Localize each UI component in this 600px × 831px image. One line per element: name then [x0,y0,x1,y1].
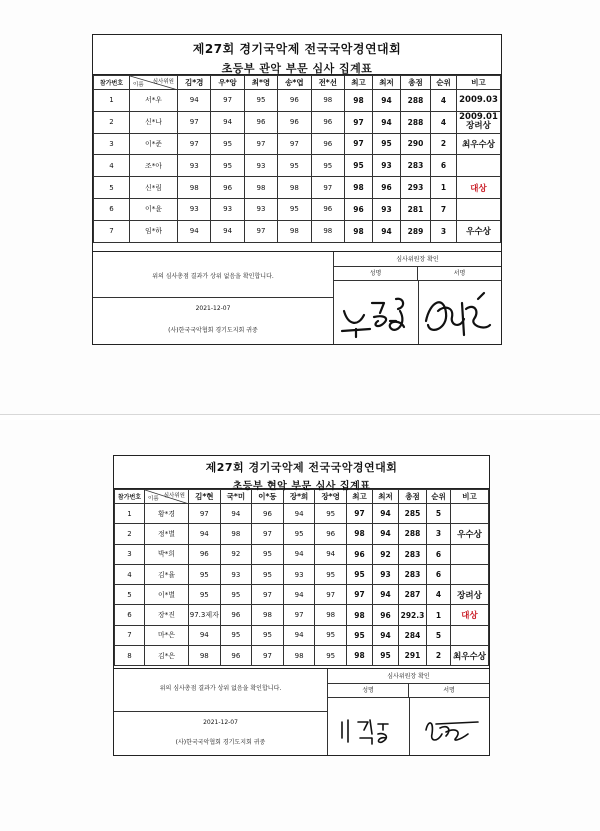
judge-score-cell: 95 [252,544,284,564]
judge-score-cell: 93 [244,198,277,220]
judge-score-cell: 96 [252,504,284,524]
sheet-title-block [93,35,501,75]
judge-score-cell: 96 [220,605,252,625]
table-row [115,564,489,584]
judge-score-cell: 96 [311,111,344,133]
total-score-cell: 285 [399,504,427,524]
high-score-cell: 96 [345,198,373,220]
rank-cell: 5 [427,504,451,524]
rank-cell: 3 [431,220,457,242]
entry-number-cell: 2 [115,524,145,544]
judge-score-cell: 95 [220,625,252,645]
judge-score-cell: 95 [283,524,315,544]
judge-score-cell: 94 [283,625,315,645]
remark-cell: 우수상 [457,220,501,242]
high-score-cell: 98 [347,646,373,666]
table-row [94,155,501,177]
contestant-name-cell: 이*준 [130,133,178,155]
score-table [114,489,489,666]
judge-score-cell: 95 [315,564,347,584]
remark-cell: 최우수상 [451,646,489,666]
remark-cell: 장려상 [451,585,489,605]
name-label: 성명 [362,687,374,694]
judge-score-cell: 96 [278,111,311,133]
footer-confirmation [93,252,334,344]
table-row [115,585,489,605]
header-entry-number: 참가번호 [115,490,145,504]
judge-score-cell: 95 [278,198,311,220]
high-score-cell: 98 [347,605,373,625]
low-score-cell: 96 [373,177,401,199]
total-score-cell: 288 [401,90,431,112]
header-judge-name-corner [130,76,178,90]
judge-score-cell: 95 [189,585,221,605]
header-judge: 우*앙 [211,76,244,90]
rank-cell: 6 [431,155,457,177]
sheet-title: 제27회 경기국악제 전국국악경연대회 [192,42,402,56]
low-score-cell: 94 [373,585,399,605]
low-score-cell: 94 [373,220,401,242]
low-score-cell: 94 [373,504,399,524]
low-score-cell: 93 [373,155,401,177]
signature-area [328,698,489,755]
header-judge: 장*희 [283,490,315,504]
judge-score-cell: 98 [278,177,311,199]
contestant-name-cell: 조*아 [130,155,178,177]
rank-cell: 1 [431,177,457,199]
remark-cell: 2009.01 장려상 [457,111,501,133]
corner-label-name: 이름 [148,496,159,502]
judge-score-cell: 93 [178,155,211,177]
judge-score-cell: 97 [283,605,315,625]
entry-number-cell: 3 [115,544,145,564]
judge-score-cell: 93 [211,198,244,220]
handwritten-signature [328,698,490,756]
header-judge: 김*현 [189,490,221,504]
judge-score-cell: 94 [283,544,315,564]
judge-score-cell: 96 [189,544,221,564]
judge-score-cell: 98 [315,605,347,625]
judge-score-cell: 94 [220,504,252,524]
low-score-cell: 96 [373,605,399,625]
total-score-cell: 289 [401,220,431,242]
organization-text: (사)한국국악협회 경기도지회 귀중 [175,739,266,746]
high-score-cell: 98 [345,220,373,242]
date-text: 2021-12-07 [114,711,327,726]
table-row [115,504,489,524]
header-judge: 전*선 [311,76,344,90]
judge-score-cell: 98 [220,524,252,544]
header-low: 최저 [373,76,401,90]
judge-score-cell: 96 [311,133,344,155]
table-header-row [94,76,501,90]
judge-score-cell: 96 [278,90,311,112]
judge-score-cell: 98 [252,605,284,625]
judge-score-cell: 96 [315,524,347,544]
rank-cell: 3 [427,524,451,544]
judge-score-cell: 96 [244,111,277,133]
corner-label-name: 이름 [133,82,144,88]
header-judge: 송*엽 [278,76,311,90]
judge-score-cell: 95 [220,585,252,605]
low-score-cell: 92 [373,544,399,564]
judge-score-cell: 97 [178,111,211,133]
entry-number-cell: 6 [115,605,145,625]
name-label: 성명 [369,270,382,277]
table-row [115,625,489,645]
judge-score-cell: 95 [315,504,347,524]
rank-cell: 4 [431,90,457,112]
header-judge: 김*경 [178,76,211,90]
judge-score-cell: 93 [220,564,252,584]
contestant-name-cell: 이*별 [145,585,189,605]
contestant-name-cell: 마*은 [145,625,189,645]
high-score-cell: 98 [347,524,373,544]
low-score-cell: 94 [373,625,399,645]
rank-cell: 2 [431,133,457,155]
judge-score-cell: 95 [244,90,277,112]
judge-score-cell: 94 [283,585,315,605]
judge-score-cell: 97 [311,177,344,199]
score-sheet-string [113,455,490,756]
high-score-cell: 98 [345,90,373,112]
rank-cell: 6 [427,564,451,584]
table-row [115,646,489,666]
judge-score-cell: 97 [189,504,221,524]
judge-chief-columns [328,684,489,698]
entry-number-cell: 7 [115,625,145,645]
footer-judge-chief [328,669,489,755]
judge-score-cell: 94 [189,524,221,544]
low-score-cell: 95 [373,646,399,666]
judge-score-cell: 95 [278,155,311,177]
header-judge: 국*미 [220,490,252,504]
judge-score-cell: 97 [278,133,311,155]
total-score-cell: 283 [399,564,427,584]
judge-score-cell: 94 [211,111,244,133]
total-score-cell: 284 [399,625,427,645]
entry-number-cell: 7 [94,220,130,242]
remark-cell: 대상 [451,605,489,625]
judge-score-cell: 96 [311,198,344,220]
contestant-name-cell: 신*림 [130,177,178,199]
low-score-cell: 94 [373,111,401,133]
remark-cell [457,155,501,177]
table-row [94,111,501,133]
rank-cell: 4 [427,585,451,605]
judge-chief-columns [334,267,501,281]
confirmation-text: 위의 심사총점 결과가 상위 없음을 확인합니다. [159,685,282,692]
remark-cell: 2009.03 [457,90,501,112]
contestant-name-cell: 서*우 [130,90,178,112]
table-row [115,524,489,544]
header-judge: 이*동 [252,490,284,504]
remark-cell [457,198,501,220]
judge-score-cell: 94 [189,625,221,645]
header-judge-name-corner [145,490,189,504]
judge-score-cell: 98 [283,646,315,666]
sheet-title: 제27회 경기국악제 전국국악경연대회 [205,461,398,474]
remark-cell [451,504,489,524]
header-note: 비고 [457,76,501,90]
rank-cell: 5 [427,625,451,645]
judge-score-cell: 95 [252,564,284,584]
low-score-cell: 95 [373,133,401,155]
judge-score-cell: 97 [252,585,284,605]
entry-number-cell: 3 [94,133,130,155]
total-score-cell: 283 [399,544,427,564]
confirmation-text: 위의 심사총점 결과가 상위 없음을 확인합니다. [152,273,274,280]
contestant-name-cell: 장*진 [145,605,189,625]
total-score-cell: 290 [401,133,431,155]
judge-score-cell: 96 [211,177,244,199]
table-row [94,177,501,199]
judge-score-cell: 93 [283,564,315,584]
entry-number-cell: 5 [115,585,145,605]
judge-score-cell: 97 [211,90,244,112]
judge-score-cell: 95 [311,155,344,177]
table-row [94,220,501,242]
sheet-subtitle: 초등부 관악 부문 심사 집계표 [221,62,373,75]
judge-score-cell: 97 [315,585,347,605]
remark-cell: 우수상 [451,524,489,544]
high-score-cell: 96 [347,544,373,564]
judge-chief-label: 심사위원장 확인 [334,252,501,267]
judge-score-cell: 97 [252,646,284,666]
high-score-cell: 95 [347,564,373,584]
remark-cell [451,625,489,645]
rank-cell: 1 [427,605,451,625]
high-score-cell: 97 [345,111,373,133]
header-low: 최저 [373,490,399,504]
high-score-cell: 95 [347,625,373,645]
judge-score-cell: 92 [220,544,252,564]
remark-cell [451,544,489,564]
judge-score-cell: 96 [220,646,252,666]
header-judge: 최*영 [244,76,277,90]
sheet-footer [114,668,489,755]
scan-page-top [0,0,600,415]
judge-score-cell: 98 [278,220,311,242]
contestant-name-cell: 황*경 [145,504,189,524]
total-score-cell: 291 [399,646,427,666]
rank-cell: 4 [431,111,457,133]
judge-score-cell: 95 [315,646,347,666]
entry-number-cell: 6 [94,198,130,220]
rank-cell: 2 [427,646,451,666]
contestant-name-cell: 정*별 [145,524,189,544]
table-row [94,133,501,155]
entry-number-cell: 1 [94,90,130,112]
contestant-name-cell: 신*나 [130,111,178,133]
header-note: 비고 [451,490,489,504]
high-score-cell: 95 [345,155,373,177]
contestant-name-cell: 김*율 [145,564,189,584]
contestant-name-cell: 이*윤 [130,198,178,220]
header-high: 최고 [347,490,373,504]
judge-score-cell: 95 [252,625,284,645]
judge-score-cell: 94 [315,544,347,564]
entry-number-cell: 4 [115,564,145,584]
rank-cell: 7 [431,198,457,220]
entry-number-cell: 2 [94,111,130,133]
organization-text: (사)한국국악협회 경기도지회 귀중 [168,327,258,334]
table-header-row [115,490,489,504]
judge-score-cell: 98 [189,646,221,666]
header-judge: 장*영 [315,490,347,504]
rank-cell: 6 [427,544,451,564]
judge-score-cell: 97 [244,220,277,242]
high-score-cell: 97 [345,133,373,155]
corner-label-judges: 심사위원 [152,79,174,85]
low-score-cell: 94 [373,90,401,112]
sheet-footer [93,251,501,344]
low-score-cell: 94 [373,524,399,544]
judge-score-cell: 97.3제자 [189,605,221,625]
corner-label-judges: 심사위원 [163,493,185,499]
judge-score-cell: 94 [178,220,211,242]
total-score-cell: 281 [401,198,431,220]
contestant-name-cell: 김*은 [145,646,189,666]
low-score-cell: 93 [373,564,399,584]
table-row [94,90,501,112]
judge-score-cell: 95 [315,625,347,645]
contestant-name-cell: 박*희 [145,544,189,564]
judge-score-cell: 97 [244,133,277,155]
sheet-title-block [114,456,489,492]
header-high: 최고 [345,76,373,90]
judge-score-cell: 97 [178,133,211,155]
judge-score-cell: 97 [252,524,284,544]
entry-number-cell: 1 [115,504,145,524]
score-table [93,75,501,243]
signature-label: 서명 [408,684,489,697]
header-total: 총점 [399,490,427,504]
total-score-cell: 283 [401,155,431,177]
low-score-cell: 93 [373,198,401,220]
entry-number-cell: 4 [94,155,130,177]
high-score-cell: 97 [347,504,373,524]
table-row [115,605,489,625]
sheet-subtitle: 초등부 현악 부문 심사 집계표 [232,481,371,492]
judge-score-cell: 93 [244,155,277,177]
remark-cell [451,564,489,584]
judge-score-cell: 95 [211,155,244,177]
judge-score-cell: 98 [178,177,211,199]
high-score-cell: 98 [345,177,373,199]
judge-score-cell: 98 [244,177,277,199]
total-score-cell: 293 [401,177,431,199]
judge-chief-label: 심사위원장 확인 [328,669,489,684]
entry-number-cell: 5 [94,177,130,199]
signature-label: 서명 [417,267,501,280]
handwritten-signature [334,281,502,345]
judge-score-cell: 94 [283,504,315,524]
contestant-name-cell: 임*하 [130,220,178,242]
total-score-cell: 292.3 [399,605,427,625]
signature-area [334,281,501,344]
entry-number-cell: 8 [115,646,145,666]
table-row [115,544,489,564]
judge-score-cell: 95 [189,564,221,584]
remark-cell: 대상 [457,177,501,199]
judge-score-cell: 94 [211,220,244,242]
remark-cell: 최우수상 [457,133,501,155]
table-row [94,198,501,220]
judge-score-cell: 94 [178,90,211,112]
total-score-cell: 287 [399,585,427,605]
header-total: 총점 [401,76,431,90]
header-rank: 순위 [431,76,457,90]
footer-confirmation [114,669,328,755]
total-score-cell: 288 [401,111,431,133]
footer-judge-chief [334,252,501,344]
header-entry-number: 참가번호 [94,76,130,90]
judge-score-cell: 98 [311,90,344,112]
judge-score-cell: 98 [311,220,344,242]
judge-score-cell: 93 [178,198,211,220]
high-score-cell: 97 [347,585,373,605]
score-sheet-wind [92,34,502,345]
total-score-cell: 288 [399,524,427,544]
header-rank: 순위 [427,490,451,504]
date-text: 2021-12-07 [93,297,333,312]
judge-score-cell: 95 [211,133,244,155]
